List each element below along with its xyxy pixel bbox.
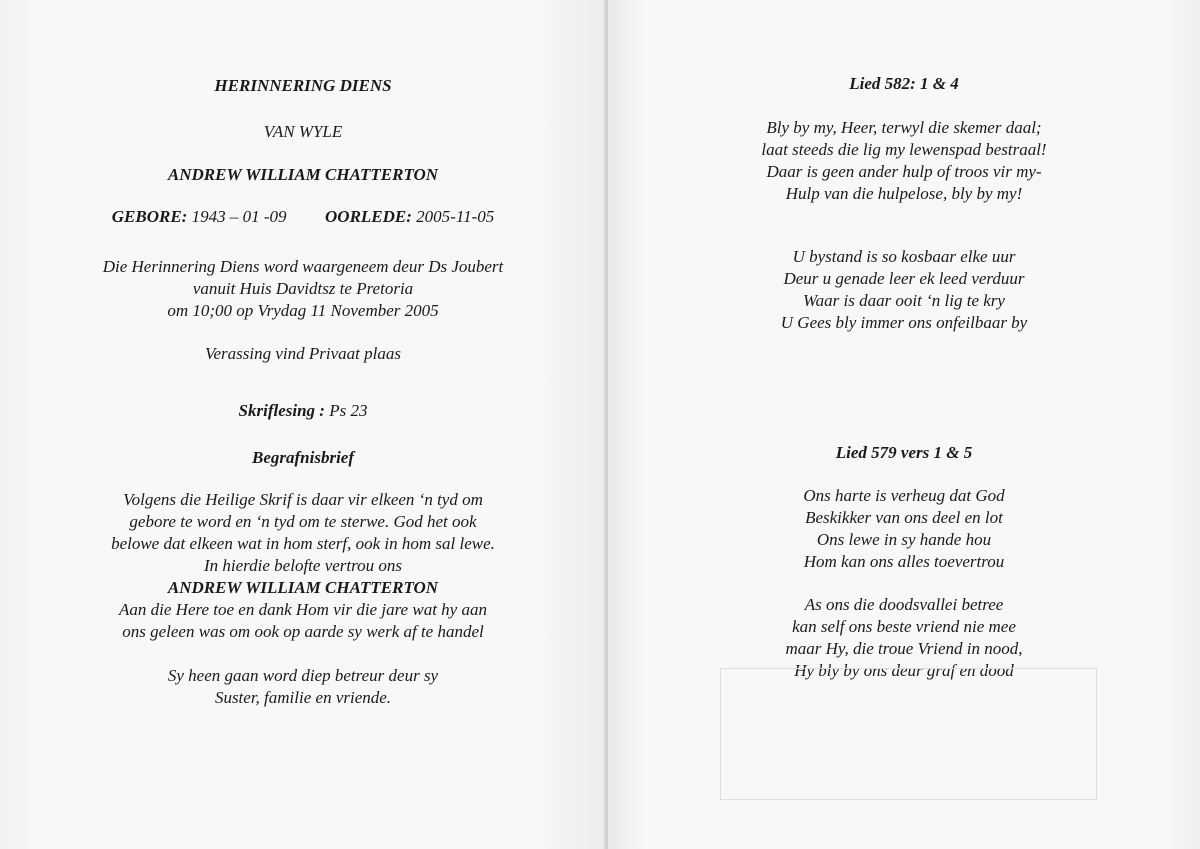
hymn-line: Beskikker van ons deel en lot bbox=[805, 508, 1003, 527]
van-wyle-label: VAN WYLE bbox=[263, 122, 343, 141]
hymn-title: Lied 579 vers 1 & 5 bbox=[835, 443, 973, 462]
reading-label: Skriflesing : bbox=[238, 401, 325, 420]
burial-line: In hierdie belofte vertrou ons bbox=[204, 556, 402, 575]
hymn-line: Waar is daar ooit ‘n lig te kry bbox=[803, 291, 1005, 310]
burial-line: ons geleen was om ook op aarde sy werk af te handel bbox=[122, 622, 484, 641]
service-line: om 10;00 op Vrydag 11 November 2005 bbox=[167, 301, 439, 320]
burial-line: belowe dat elkeen wat in hom sterf, ook in hom sal lewe. bbox=[111, 534, 495, 553]
hymn-title: Lied 582: 1 & 4 bbox=[849, 74, 959, 93]
burial-line: Aan die Here toe en dank Hom vir die jare wat hy aan bbox=[119, 600, 487, 619]
page-title: HERINNERING DIENS bbox=[214, 76, 392, 95]
burial-name: ANDREW WILLIAM CHATTERTON bbox=[167, 578, 439, 597]
hymn-line: As ons die doodsvallei betree bbox=[804, 595, 1004, 614]
died-date: 2005-11-05 bbox=[416, 207, 495, 226]
hymn-line: Bly by my, Heer, terwyl die skemer daal; bbox=[766, 118, 1042, 137]
service-line: Die Herinnering Diens word waargeneem deur Ds Joubert bbox=[102, 257, 504, 276]
died-label: OORLEDE: bbox=[325, 207, 412, 226]
hymn-line: Hulp van die hulpelose, bly by my! bbox=[785, 184, 1023, 203]
hymn-line: Deur u genade leer ek leed verduur bbox=[783, 269, 1025, 288]
hymn-line: Ons lewe in sy hande hou bbox=[816, 530, 992, 549]
hymn-line: kan self ons beste vriend nie mee bbox=[792, 617, 1016, 636]
closing-line: Suster, familie en vriende. bbox=[214, 688, 392, 707]
hymn-line: Hom kan ons alles toevertrou bbox=[803, 552, 1005, 571]
hymn-line: Ons harte is verheug dat God bbox=[803, 486, 1005, 505]
deceased-name: ANDREW WILLIAM CHATTERTON bbox=[167, 165, 439, 184]
cremation-note: Verassing vind Privaat plaas bbox=[205, 344, 401, 363]
reading-value: Ps 23 bbox=[329, 401, 368, 420]
burial-line: gebore te word en ‘n tyd om te sterwe. God het ook bbox=[129, 512, 477, 531]
burial-heading: Begrafnisbrief bbox=[252, 448, 354, 467]
scripture-reading bbox=[0, 400, 606, 422]
bleed-through-box bbox=[720, 668, 1097, 800]
hymn-line: laat steeds die lig my lewenspad bestraal! bbox=[761, 140, 1047, 159]
burial-line: Volgens die Heilige Skrif is daar vir elkeen ‘n tyd om bbox=[123, 490, 483, 509]
hymn-line: U Gees bly immer ons onfeilbaar by bbox=[780, 313, 1028, 332]
hymn-line: Hy bly by ons deur graf en dood bbox=[794, 661, 1014, 680]
closing-line: Sy heen gaan word diep betreur deur sy bbox=[167, 666, 439, 685]
born-date: 1943 – 01 -09 bbox=[191, 207, 287, 226]
hymn-line: Daar is geen ander hulp of troos vir my- bbox=[766, 162, 1042, 181]
dates-row bbox=[0, 206, 606, 228]
hymn-line: maar Hy, die troue Vriend in nood, bbox=[785, 639, 1023, 658]
service-line: vanuit Huis Davidtsz te Pretoria bbox=[192, 279, 414, 298]
hymn-line: U bystand is so kosbaar elke uur bbox=[792, 247, 1016, 266]
born-label: GEBORE: bbox=[111, 207, 188, 226]
